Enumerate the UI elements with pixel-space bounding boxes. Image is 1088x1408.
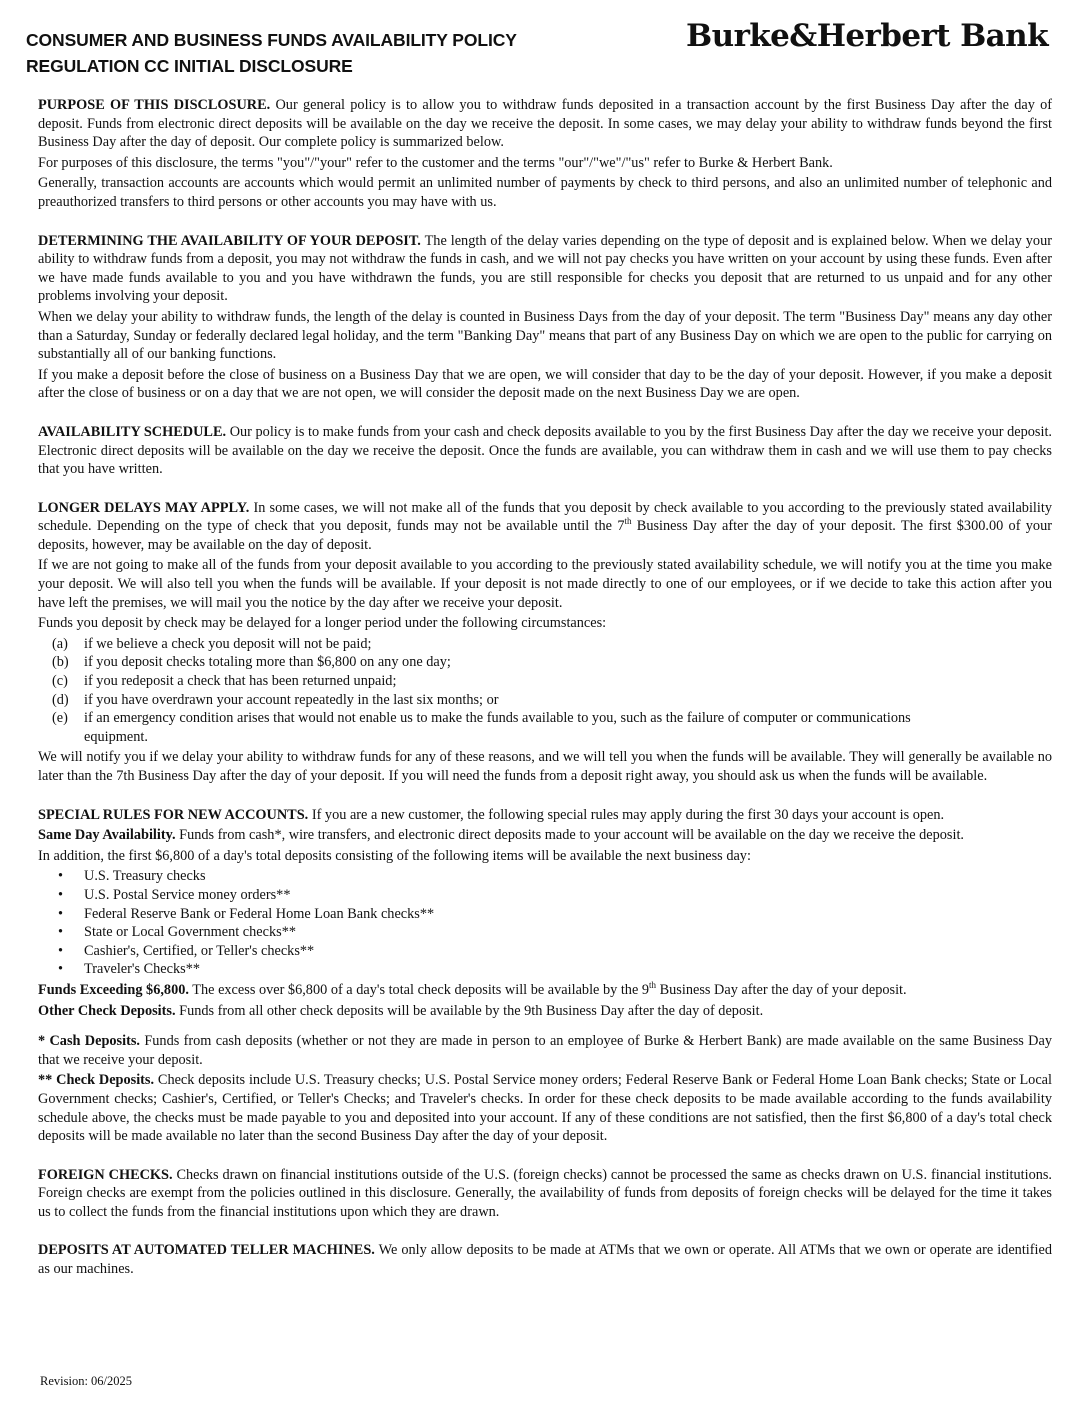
longer-delays-notify: If we are not going to make all of the funds from your deposit available to you according to the previously stated availability schedule, we will notify you at the time you make your deposit. We will also tell you when the funds will be available. If your deposit is not made directly to one of our employees, or if we decide to take this action after you have left the premises, we will mail you the notice by the day after we receive your deposit. — [38, 557, 1052, 611]
list-item: • Federal Reserve Bank or Federal Home Loan Bank checks** — [58, 905, 435, 922]
funds-exceeding: Funds Exceeding $6,800. The excess over $6,800 of a day's total check deposits will be available by the 9th Business Day after the day of your deposit. — [38, 980, 907, 998]
title-line-2: REGULATION CC INITIAL DISCLOSURE — [26, 56, 353, 76]
section-heading: DEPOSITS AT AUTOMATED TELLER MACHINES. — [38, 1242, 375, 1259]
list-item: • U.S. Treasury checks — [58, 868, 206, 885]
list-item: (b) if you deposit checks totaling more than $6,800 on any one day; — [52, 654, 451, 671]
determining-business-day: When we delay your ability to withdraw funds, the length of the delay is counted in Business Days from the day of your deposit. The term "Business Day" means any day other than a Saturday, Sunday or federally declared legal holiday, and the term "Banking Day" means that part of any Business Day on which we are open to the public for carrying on substantially all of our banking functions. — [38, 308, 1052, 363]
longer-delays-notice: We will notify you if we delay your ability to withdraw funds for any of these reasons, and we will tell you when the funds will be available. They will generally be available no later than the 7th Business Day after the day of your deposit. If you will need the funds from a deposit right away, you should ask us when the funds will be available. — [38, 749, 1052, 784]
list-item: • State or Local Government checks** — [58, 924, 296, 941]
longer-delays-paragraph: LONGER DELAYS MAY APPLY. In some cases, we will not make all of the funds that you deposit by check available to you according to the previously stated availability schedule. Depending on the type of check that you deposit, funds may not be available until the 7th Business Day after the day of your deposit. The first $300.00 of your deposits, however, may be available on the day of deposit. — [38, 499, 1052, 553]
list-item: • Cashier's, Certified, or Teller's checks** — [58, 942, 315, 959]
next-day-items-list — [38, 867, 1052, 979]
special-rules-paragraph: SPECIAL RULES FOR NEW ACCOUNTS. If you are a new customer, the following special rules may apply during the first 30 days your account is open. — [38, 806, 945, 823]
check-deposits-note: ** Check Deposits. Check deposits include U.S. Treasury checks; U.S. Postal Service money orders; Federal Reserve Bank or Federal Home Loan Bank checks; State or Local Government checks; Cashier's, Certified, or Teller's Checks; and Traveler's checks. In order for these check deposits to be made available according to the funds availability schedule above, the checks must be made payable to you and deposited into your account. If any of these conditions are not satisfied, then the first $6,800 of a day's total check deposits will be made available no later than the second Business Day after the day of your deposit. — [38, 1072, 1052, 1145]
purpose-paragraph: PURPOSE OF THIS DISCLOSURE. Our general policy is to allow you to withdraw funds deposited in a transaction account by the first Business Day after the day of deposit. Funds from electronic direct deposits will be available on the day we receive the deposit. In some cases, we may delay your ability to withdraw funds beyond the first Business Day after the day of deposit. Our complete policy is summarized below. — [38, 97, 1053, 151]
list-item: (a) if we believe a check you deposit will not be paid; — [52, 635, 372, 652]
list-item: (c) if you redeposit a check that has been returned unpaid; — [52, 673, 397, 690]
same-day-availability: Same Day Availability. Funds from cash*, wire transfers, and electronic direct deposits made to your account will be available on the day we receive the deposit. — [38, 827, 965, 844]
other-check-deposits: Other Check Deposits. Funds from all other check deposits will be available by the 9th Business Day after the day of deposit. — [38, 1002, 764, 1019]
list-item: (d) if you have overdrawn your account repeatedly in the last six months; or — [52, 691, 499, 708]
next-day-items-intro: In addition, the first $6,800 of a day's total deposits consisting of the following items will be available the next business day: — [38, 847, 751, 864]
title-line-1: CONSUMER AND BUSINESS FUNDS AVAILABILITY POLICY — [26, 30, 517, 50]
list-item: • U.S. Postal Service money orders** — [58, 886, 291, 903]
foreign-checks-paragraph: FOREIGN CHECKS. Checks drawn on financial institutions outside of the U.S. (foreign checks) cannot be processed the same as checks drawn on U.S. financial institutions. Foreign checks are exempt from the policies outlined in this disclosure. Generally, the availability of funds from deposits of foreign checks will be delayed for the time it takes us to collect the funds from the financial institutions upon which they are drawn. — [38, 1166, 1053, 1220]
cash-deposits-note: * Cash Deposits. Funds from cash deposits (whether or not they are made in person to an employee of Burke & Herbert Bank) are made available on the same Business Day that we receive your deposit. — [38, 1033, 1052, 1068]
section-heading: PURPOSE OF THIS DISCLOSURE. — [38, 97, 271, 113]
determining-deposit-day: If you make a deposit before the close of business on a Business Day that we are open, we will consider that day to be the day of your deposit. However, if you make a deposit after the close of business or on a day that we are not open, we will consider the deposit made on the next Business Day we are open. — [38, 366, 1052, 402]
list-item: • Traveler's Checks** — [58, 961, 201, 978]
section-heading: FOREIGN CHECKS. — [38, 1166, 173, 1183]
bank-logo: Burke&Herbert Bank — [686, 18, 1048, 54]
list-item: (e) if an emergency condition arises that would not enable us to make the funds available to you, such as the failure of computer or communications equipment. — [52, 710, 911, 745]
atm-deposits-paragraph: DEPOSITS AT AUTOMATED TELLER MACHINES. We only allow deposits to be made at ATMs that we own or operate. All ATMs that we own or operate are identified as our machines. — [38, 1242, 1052, 1278]
longer-delays-circumstances: Funds you deposit by check may be delayed for a longer period under the following circumstances: — [38, 615, 607, 632]
section-heading: DETERMINING THE AVAILABILITY OF YOUR DEPOSIT. — [38, 232, 421, 249]
section-heading: SPECIAL RULES FOR NEW ACCOUNTS. — [38, 806, 309, 823]
document-title — [26, 27, 517, 79]
revision-date: Revision: 06/2025 — [40, 1374, 133, 1388]
purpose-transaction-accounts: Generally, transaction accounts are accounts which would permit an unlimited number of payments by check to third persons, and also an unlimited number of telephonic and preauthorized transfers to third persons or other accounts you may have with us. — [38, 175, 1052, 210]
section-heading: LONGER DELAYS MAY APPLY. — [38, 499, 250, 516]
determining-paragraph: DETERMINING THE AVAILABILITY OF YOUR DEPOSIT. The length of the delay varies depending on the type of deposit and is explained below. When we delay your ability to withdraw funds from a deposit, you may not withdraw the funds in cash, and we will not pay checks you have written on your account by using these funds. Even after we have made funds available to you and you have withdrawn the funds, you are still responsible for checks you deposit that are returned to us unpaid and for any other problems involving your deposit. — [38, 232, 1052, 305]
section-heading: AVAILABILITY SCHEDULE. — [38, 423, 227, 440]
purpose-definitions: For purposes of this disclosure, the terms "you"/"your" refer to the customer and the terms "our"/"we"/"us" refer to Burke & Herbert Bank. — [38, 154, 833, 171]
availability-paragraph: AVAILABILITY SCHEDULE. Our policy is to make funds from your cash and check deposits available to you by the first Business Day after the day we receive your deposit. Electronic direct deposits will be available on the day we receive the deposit. Once the funds are available, you can withdraw them in cash and we will use them to pay checks that you have written. — [38, 423, 1052, 478]
circumstances-list — [38, 635, 1052, 747]
document-body — [38, 96, 1052, 1281]
